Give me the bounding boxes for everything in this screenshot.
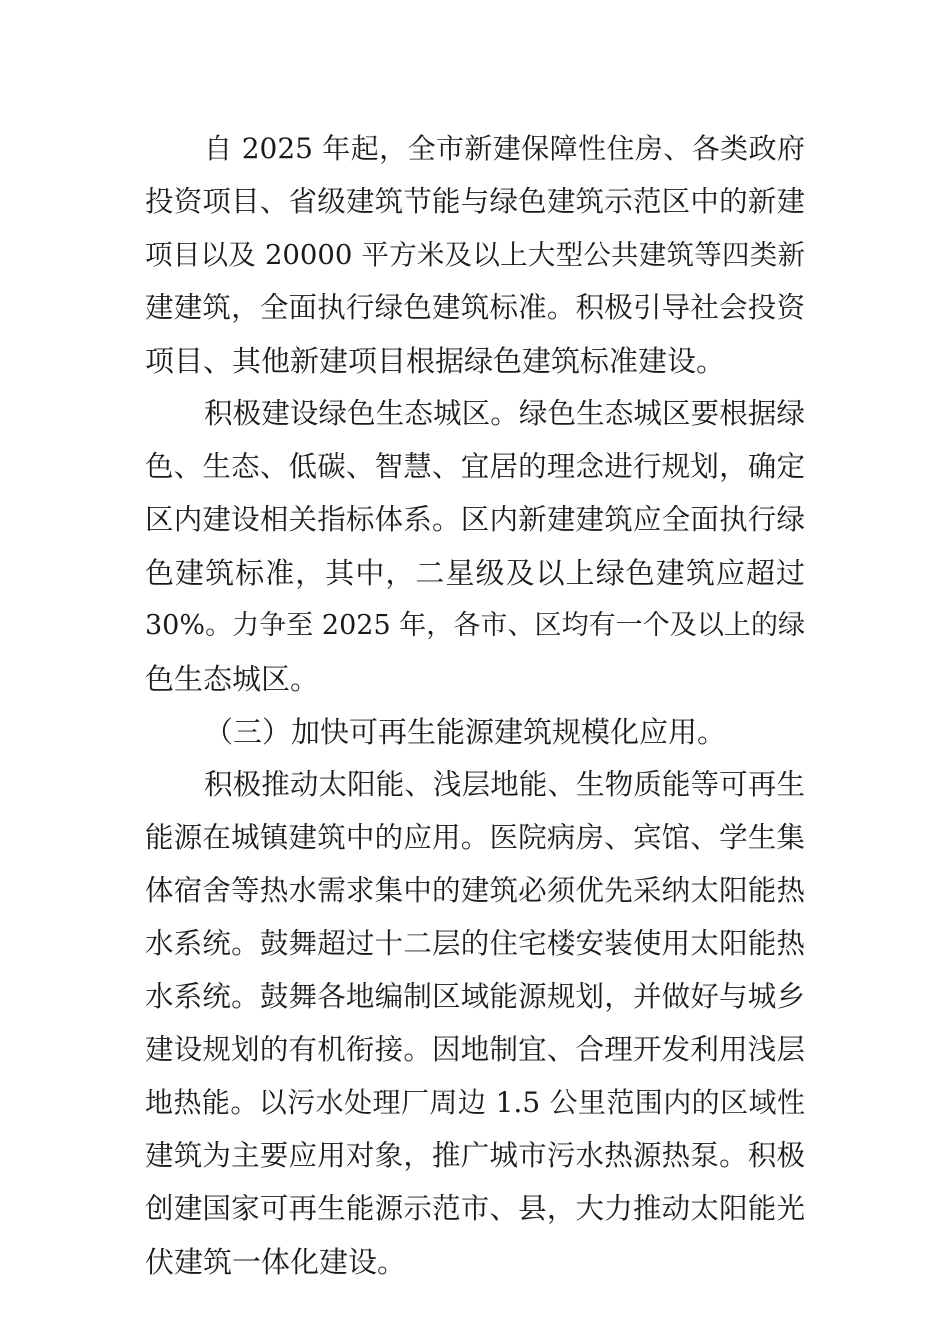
text-line-10: 30%。力争至 2025 年，各市、区均有一个及以上的绿 [145,610,805,641]
text-line-7: 色、生态、低碳、智慧、宜居的理念进行规划，确定 [145,450,805,483]
text-line-3: 项目以及 20000 平方米及以上大型公共建筑等四类新 [145,239,805,271]
text-line-18: 建设规划的有机衔接。因地制宜、合理开发利用浅层 [145,1033,805,1066]
text-line-13: 积极推动太阳能、浅层地能、生物质能等可再生 [204,768,805,801]
text-line-9: 色建筑标准，其中，二星级及以上绿色建筑应超过 [145,556,805,590]
text-line-4: 建建筑，全面执行绿色建筑标准。积极引导社会投资 [145,291,805,324]
text-line-16: 水系统。鼓舞超过十二层的住宅楼安装使用太阳能热 [145,927,805,960]
text-line-22: 伏建筑一体化建设。 [145,1245,407,1279]
text-line-6: 积极建设绿色生态城区。绿色生态城区要根据绿 [204,397,805,430]
text-line-17: 水系统。鼓舞各地编制区域能源规划，并做好与城乡 [145,980,805,1013]
text-line-14: 能源在城镇建筑中的应用。医院病房、宾馆、学生集 [145,821,805,854]
text-line-11: 色生态城区。 [145,662,320,696]
text-line-21: 创建国家可再生能源示范市、县，大力推动太阳能光 [145,1192,805,1225]
text-line-2: 投资项目、省级建筑节能与绿色建筑示范区中的新建 [145,185,805,218]
section-heading: （三）加快可再生能源建筑规模化应用。 [204,715,727,749]
text-line-5: 项目、其他新建项目根据绿色建筑标准建设。 [145,344,726,378]
text-line-15: 体宿舍等热水需求集中的建筑必须优先采纳太阳能热 [145,874,805,907]
text-line-20: 建筑为主要应用对象，推广城市污水热源热泵。积极 [145,1139,805,1172]
text-line-1: 自 2025 年起，全市新建保障性住房、各类政府 [204,132,805,165]
text-line-19: 地热能。以污水处理厂周边 1.5 公里范围内的区域性 [145,1086,805,1119]
text-line-8: 区内建设相关指标体系。区内新建建筑应全面执行绿 [145,503,805,536]
